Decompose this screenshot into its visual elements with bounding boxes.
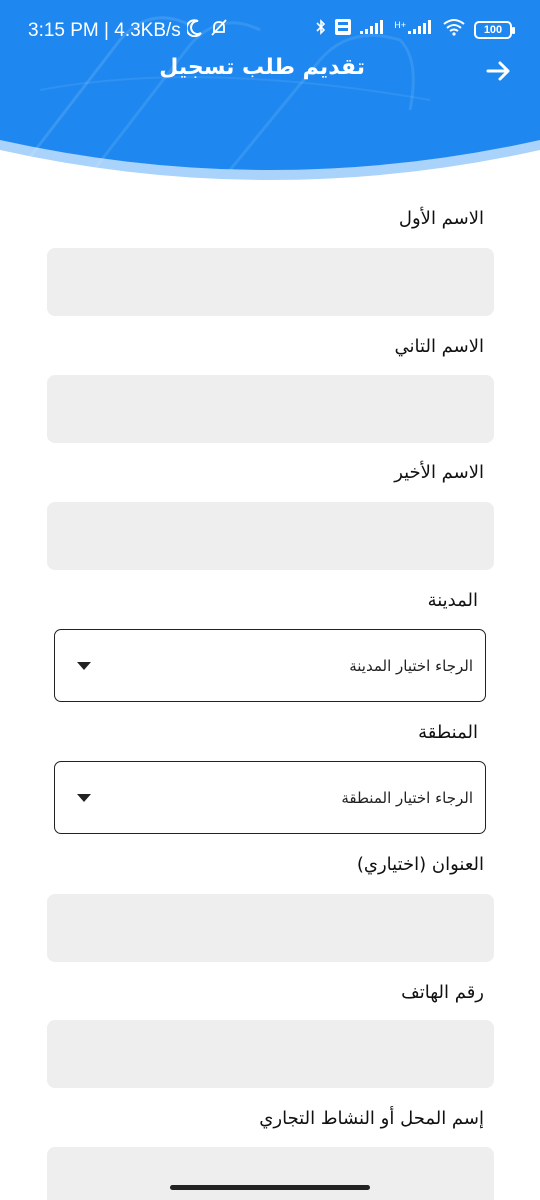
phone-label: رقم الهاتف: [401, 982, 484, 1003]
first-name-input[interactable]: [47, 248, 494, 316]
arrow-right-icon: [486, 60, 512, 86]
status-bar: [0, 0, 540, 62]
business-name-label: إسم المحل أو النشاط التجاري: [259, 1108, 484, 1129]
bluetooth-icon: [316, 18, 326, 41]
first-name-label: الاسم الأول: [398, 208, 484, 229]
address-input[interactable]: [47, 894, 494, 962]
dropdown-arrow-icon: [77, 662, 91, 670]
status-time-speed: 3:15 PM | 4.3KB/s: [28, 20, 181, 41]
status-right: [316, 18, 512, 41]
business-name-input[interactable]: [47, 1147, 494, 1200]
address-label: العنوان (اختياري): [356, 854, 484, 875]
volte-icon: [334, 18, 352, 41]
back-button[interactable]: [484, 58, 514, 88]
network-type-label: H+: [394, 19, 406, 30]
second-name-input[interactable]: [47, 375, 494, 443]
page-title: تقديم طلب تسجيل: [159, 55, 365, 80]
moon-icon: [187, 19, 203, 43]
signal-icon-2: [408, 20, 434, 39]
region-label: المنطقة: [418, 722, 478, 743]
wifi-icon: [442, 18, 466, 41]
last-name-label: الاسم الأخير: [394, 462, 484, 483]
battery-icon: [474, 21, 512, 39]
city-select-value: الرجاء اختيار المدينة: [349, 656, 473, 675]
battery-level: 100: [483, 23, 503, 36]
status-left: [28, 19, 229, 43]
phone-input[interactable]: [47, 1020, 494, 1088]
mute-bell-icon: [209, 19, 229, 43]
second-name-label: الاسم التاني: [394, 336, 484, 357]
city-label: المدينة: [427, 590, 478, 611]
last-name-input[interactable]: [47, 502, 494, 570]
region-select-value: الرجاء اختيار المنطقة: [341, 788, 473, 807]
region-select[interactable]: [54, 761, 486, 834]
home-indicator[interactable]: [170, 1185, 370, 1190]
dropdown-arrow-icon: [77, 794, 91, 802]
signal-icon: [360, 20, 386, 39]
city-select[interactable]: [54, 629, 486, 702]
